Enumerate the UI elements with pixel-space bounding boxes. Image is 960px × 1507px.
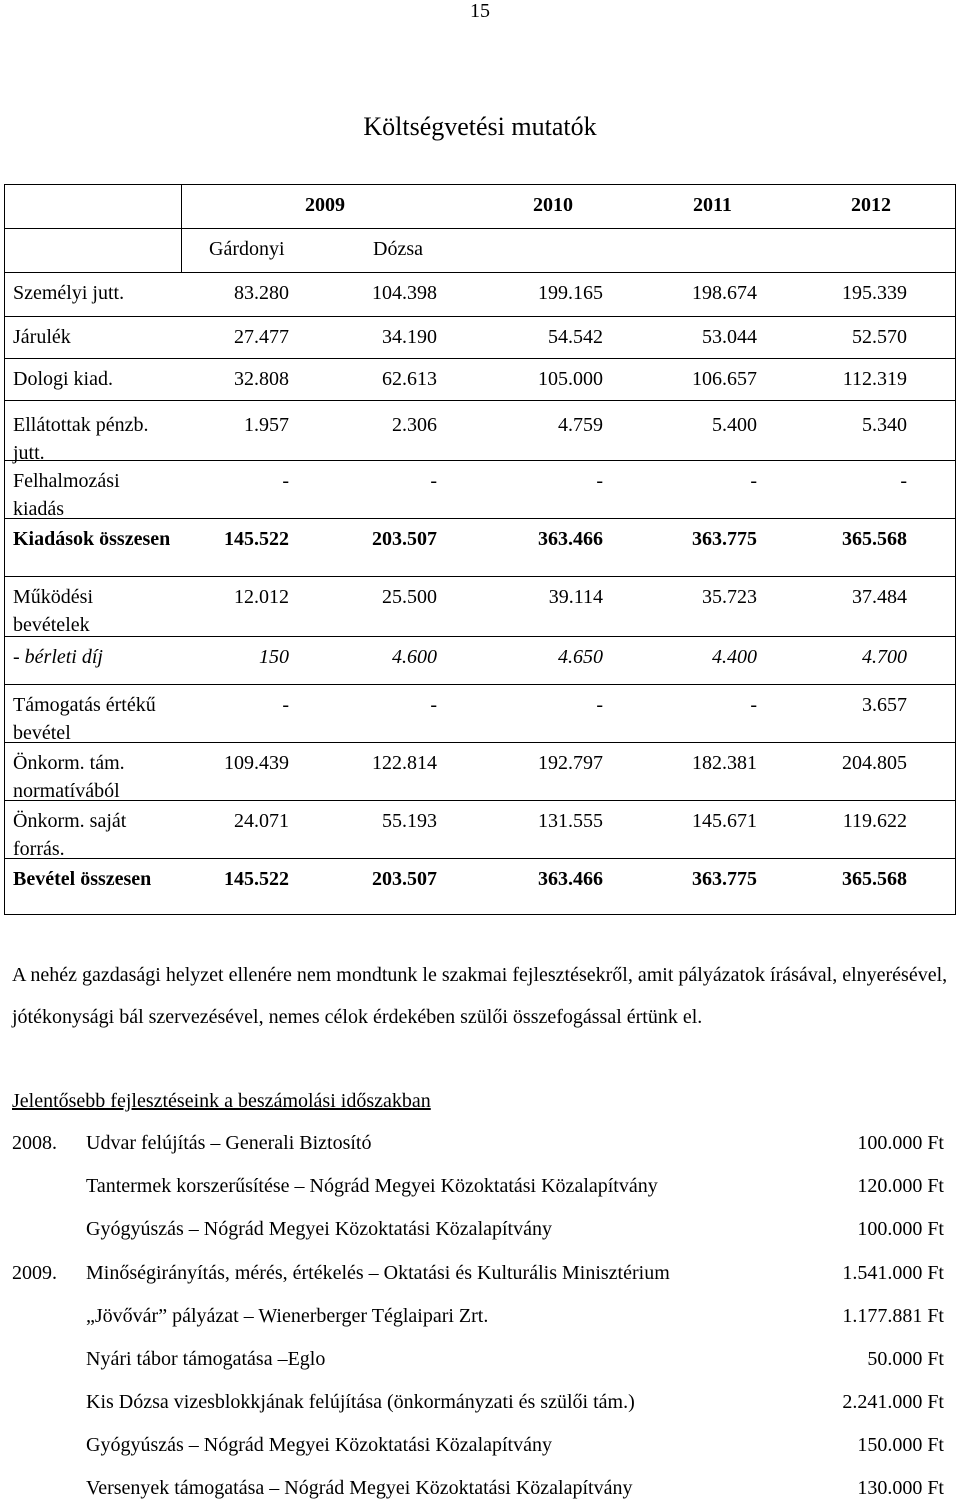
- table-vline: [181, 185, 182, 272]
- row-value: 363.466: [538, 528, 603, 550]
- development-item: [12, 1348, 952, 1378]
- development-text: Kis Dózsa vizesblokkjának felújítása (önkormányzati és szülői tám.): [86, 1391, 635, 1413]
- development-amount: 2.241.000 Ft: [842, 1391, 944, 1413]
- row-value: 27.477: [234, 326, 289, 348]
- table-hline: [5, 576, 955, 577]
- row-label: Önkorm. tám. normatívából: [13, 752, 125, 802]
- row-value: 24.071: [234, 810, 289, 832]
- row-value: 145.522: [224, 528, 289, 550]
- row-value: 363.775: [692, 528, 757, 550]
- row-value: 4.650: [558, 646, 603, 668]
- row-label: Támogatás értékű bevétel: [13, 694, 156, 744]
- row-value: -: [430, 470, 437, 492]
- development-amount: 100.000 Ft: [857, 1218, 944, 1240]
- development-item: [12, 1132, 952, 1162]
- row-label: Dologi kiad.: [13, 368, 113, 390]
- development-item: [12, 1305, 952, 1335]
- row-value: -: [282, 470, 289, 492]
- row-value: 131.555: [538, 810, 603, 832]
- subheader-dozsa: Dózsa: [373, 238, 423, 260]
- table-hline: [5, 358, 955, 359]
- subheader-gardonyi: Gárdonyi: [209, 238, 285, 260]
- row-value: 198.674: [692, 282, 757, 304]
- row-value: 39.114: [548, 586, 603, 608]
- row-value: 363.775: [692, 868, 757, 890]
- table-hline: [5, 316, 955, 317]
- development-item: [12, 1175, 952, 1205]
- row-value: 5.400: [712, 414, 757, 436]
- budget-table: [4, 184, 956, 915]
- page-title: Költségvetési mutatók: [363, 112, 597, 141]
- row-value: 199.165: [538, 282, 603, 304]
- table-hline: [5, 400, 955, 401]
- row-label: Önkorm. saját forrás.: [13, 810, 127, 860]
- year-header-2011: 2011: [693, 194, 732, 216]
- development-text: Versenyek támogatása – Nógrád Megyei Közoktatási Közalapítvány: [86, 1477, 633, 1499]
- row-value: 83.280: [234, 282, 289, 304]
- row-value: 363.466: [538, 868, 603, 890]
- row-value: 54.542: [548, 326, 603, 348]
- row-value: -: [596, 470, 603, 492]
- row-value: 35.723: [702, 586, 757, 608]
- row-value: 203.507: [372, 528, 437, 550]
- table-hline: [5, 272, 955, 273]
- row-value: 53.044: [702, 326, 757, 348]
- row-value: 192.797: [538, 752, 603, 774]
- row-value: 106.657: [692, 368, 757, 390]
- row-value: 150: [259, 646, 289, 668]
- row-value: 1.957: [244, 414, 289, 436]
- row-value: 122.814: [372, 752, 437, 774]
- row-value: 37.484: [852, 586, 907, 608]
- development-amount: 100.000 Ft: [857, 1132, 944, 1154]
- development-item: [12, 1262, 952, 1292]
- row-value: 5.340: [862, 414, 907, 436]
- row-label: Járulék: [13, 326, 71, 348]
- row-label: Ellátottak pénzb. jutt.: [13, 414, 149, 464]
- development-amount: 1.541.000 Ft: [842, 1262, 944, 1284]
- row-value: 145.522: [224, 868, 289, 890]
- row-value: 55.193: [382, 810, 437, 832]
- development-item: [12, 1218, 952, 1248]
- row-value: -: [750, 694, 757, 716]
- row-value: 2.306: [392, 414, 437, 436]
- row-value: 32.808: [234, 368, 289, 390]
- year-header-2012: 2012: [851, 194, 891, 216]
- row-value: -: [430, 694, 437, 716]
- row-label: - bérleti díj: [13, 646, 103, 668]
- page-number: 15: [470, 0, 490, 22]
- development-item: [12, 1477, 952, 1507]
- developments-heading: Jelentősebb fejlesztéseink a beszámolási időszakban: [12, 1090, 431, 1112]
- row-value: 3.657: [862, 694, 907, 716]
- row-value: 182.381: [692, 752, 757, 774]
- row-value: 119.622: [842, 810, 907, 832]
- row-value: 4.759: [558, 414, 603, 436]
- development-amount: 120.000 Ft: [857, 1175, 944, 1197]
- row-value: 62.613: [382, 368, 437, 390]
- row-value: 365.568: [842, 868, 907, 890]
- row-value: -: [750, 470, 757, 492]
- row-value: 52.570: [852, 326, 907, 348]
- development-amount: 1.177.881 Ft: [842, 1305, 944, 1327]
- row-value: 204.805: [842, 752, 907, 774]
- row-value: 25.500: [382, 586, 437, 608]
- development-amount: 130.000 Ft: [857, 1477, 944, 1499]
- year-header-2009: 2009: [305, 194, 345, 216]
- row-value: 195.339: [842, 282, 907, 304]
- row-value: 4.400: [712, 646, 757, 668]
- development-amount: 50.000 Ft: [867, 1348, 944, 1370]
- row-value: 105.000: [538, 368, 603, 390]
- row-label: Bevétel összesen: [13, 868, 152, 890]
- row-value: -: [596, 694, 603, 716]
- development-text: Udvar felújítás – Generali Biztosító: [86, 1132, 372, 1154]
- table-hline: [5, 228, 955, 229]
- table-hline: [5, 684, 955, 685]
- row-label: Felhalmozási kiadás: [13, 470, 120, 520]
- development-year: 2008.: [12, 1132, 57, 1154]
- row-value: -: [282, 694, 289, 716]
- row-label: Személyi jutt.: [13, 282, 125, 304]
- intro-paragraph: A nehéz gazdasági helyzet ellenére nem mondtunk le szakmai fejlesztésekről, amit pályázatok írásával, elnyerésével, jótékonysági bál szervezésével, nemes célok érdekében szülői összefogással értünk el.: [12, 964, 948, 1028]
- development-text: Minőségirányítás, mérés, értékelés – Oktatási és Kulturális Minisztérium: [86, 1262, 670, 1284]
- development-year: 2009.: [12, 1262, 57, 1284]
- row-value: 12.012: [234, 586, 289, 608]
- development-amount: 150.000 Ft: [857, 1434, 944, 1456]
- development-text: „Jövővár” pályázat – Wienerberger Téglaipari Zrt.: [86, 1305, 489, 1327]
- row-value: 203.507: [372, 868, 437, 890]
- development-text: Gyógyúszás – Nógrád Megyei Közoktatási Közalapítvány: [86, 1218, 552, 1240]
- row-label: Kiadások összesen: [13, 528, 171, 550]
- development-text: Nyári tábor támogatása –Eglo: [86, 1348, 326, 1370]
- row-value: 109.439: [224, 752, 289, 774]
- row-label: Működési bevételek: [13, 586, 93, 636]
- row-value: 365.568: [842, 528, 907, 550]
- development-item: [12, 1391, 952, 1421]
- row-value: 112.319: [842, 368, 907, 390]
- row-value: 4.700: [862, 646, 907, 668]
- row-value: -: [900, 470, 907, 492]
- row-value: 145.671: [692, 810, 757, 832]
- row-value: 104.398: [372, 282, 437, 304]
- development-text: Tantermek korszerűsítése – Nógrád Megyei Közoktatási Közalapítvány: [86, 1175, 658, 1197]
- year-header-2010: 2010: [533, 194, 573, 216]
- development-text: Gyógyúszás – Nógrád Megyei Közoktatási Közalapítvány: [86, 1434, 552, 1456]
- development-item: [12, 1434, 952, 1464]
- row-value: 34.190: [382, 326, 437, 348]
- row-value: 4.600: [392, 646, 437, 668]
